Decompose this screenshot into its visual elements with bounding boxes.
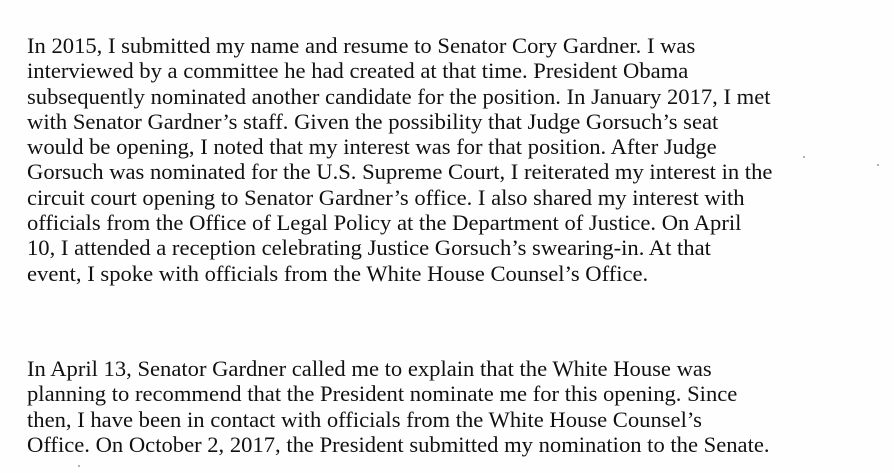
text-line: subsequently nominated another candidate for the position. In January 2017, I met (27, 83, 771, 109)
text-line: circuit court opening to Senator Gardner’s office. I also shared my interest with (27, 184, 745, 210)
text-line: Gorsuch was nominated for the U.S. Supreme Court, I reiterated my interest in the (27, 159, 773, 185)
scan-speck (78, 465, 80, 467)
text-line: In 2015, I submitted my name and resume to Senator Cory Gardner. I was (27, 33, 696, 58)
text-line: interviewed by a committee he had created at that time. President Obama (27, 58, 689, 84)
paragraph-nomination-history (27, 33, 889, 286)
text-line: 10, I attended a reception celebrating Justice Gorsuch’s swearing-in. At that (27, 235, 711, 261)
text-line: Office. On October 2, 2017, the President submitted my nomination to the Senate. (27, 431, 770, 457)
text-line: would be opening, I noted that my interest was for that position. After Judge (27, 134, 717, 160)
text-line: with Senator Gardner’s staff. Given the possibility that Judge Gorsuch’s seat (27, 108, 719, 134)
text-line: officials from the Office of Legal Policy at the Department of Justice. On April (27, 210, 742, 236)
text-line: planning to recommend that the President nominate me for this opening. Since (27, 381, 738, 407)
scan-speck (877, 164, 879, 166)
text-line: In April 13, Senator Gardner called me to explain that the White House was (27, 356, 712, 381)
text-line: event, I spoke with officials from the White House Counsel’s Office. (27, 260, 649, 286)
text-line: then, I have been in contact with officials from the White House Counsel’s (27, 406, 702, 432)
scan-speck (803, 156, 805, 158)
paragraph-white-house-contact (27, 356, 889, 457)
